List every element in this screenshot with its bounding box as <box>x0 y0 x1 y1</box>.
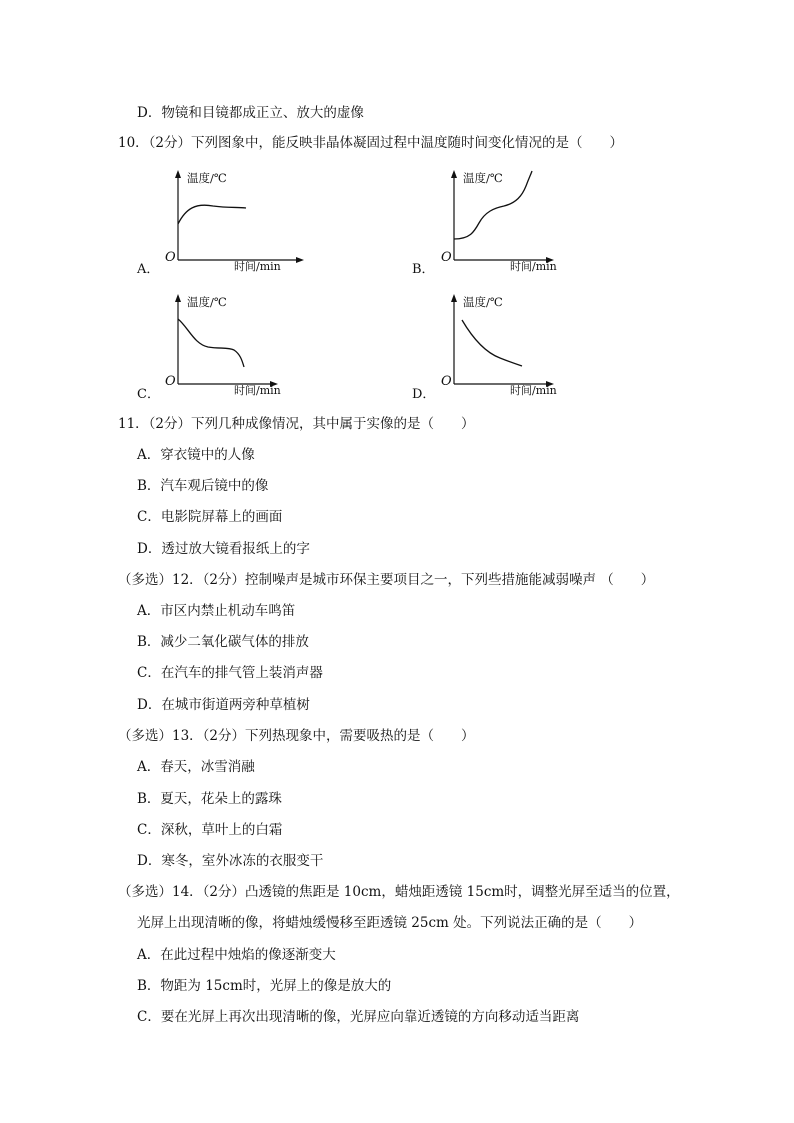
q13-option-a: A．春天，冰雪消融 <box>137 759 255 775</box>
q10-graph-b <box>441 168 584 278</box>
q10-graph-a <box>165 168 308 278</box>
q14-option-a: A．在此过程中烛焰的像逐渐变大 <box>137 947 336 963</box>
q13-stem: （多选）13．（2分）下列热现象中，需要吸热的是（ ） <box>118 728 475 744</box>
q10-option-d-letter: D． <box>412 387 436 402</box>
graph-d-ylabel: 温度/℃ <box>463 295 503 309</box>
q10-graph-c <box>165 292 308 402</box>
q12-stem: （多选）12．（2分）控制噪声是城市环保主要项目之一，下列些措施能减弱噪声 （ ） <box>118 572 655 588</box>
q10-option-c-letter: C． <box>137 387 160 402</box>
graph-d-xlabel: 时间/min <box>510 384 557 397</box>
graph-b-origin: O <box>441 250 452 265</box>
q14-option-b: B．物距为 15cm时，光屏上的像是放大的 <box>137 978 392 994</box>
q11-option-a: A．穿衣镜中的人像 <box>137 447 255 463</box>
graph-a-xlabel: 时间/min <box>234 260 281 273</box>
q11-option-c: C．电影院屏幕上的画面 <box>137 509 283 525</box>
q13-option-d: D．寒冬，室外冰冻的衣服变干 <box>137 853 324 869</box>
q13-option-c: C．深秋，草叶上的白霜 <box>137 822 283 838</box>
graph-b-xlabel: 时间/min <box>510 260 557 273</box>
graph-c-ylabel: 温度/℃ <box>187 295 227 309</box>
graph-a-curve <box>178 205 246 224</box>
q14-stem-line1: （多选）14．（2分）凸透镜的焦距是 10cm，蜡烛距透镜 15cm时，调整光屏至适当的位置， <box>118 884 680 900</box>
q9-option-d: D．物镜和目镜都成正立、放大的虚像 <box>137 105 364 121</box>
graph-c-xlabel: 时间/min <box>234 384 281 397</box>
q14-stem-line2: 光屏上出现清晰的像，将蜡烛缓慢移至距透镜 25cm 处。下列说法正确的是（ ） <box>137 915 643 931</box>
q10-option-a-letter: A． <box>137 262 160 277</box>
graph-d-origin: O <box>441 374 452 389</box>
q10-option-b-letter: B． <box>412 262 435 277</box>
q11-option-d: D．透过放大镜看报纸上的字 <box>137 541 310 557</box>
graph-d-curve <box>462 320 522 366</box>
graph-c-curve <box>178 319 244 367</box>
graph-a-ylabel: 温度/℃ <box>187 171 227 185</box>
graph-b-ylabel: 温度/℃ <box>463 171 503 185</box>
q10-stem: 10．（2分）下列图象中，能反映非晶体凝固过程中温度随时间变化情况的是（ ） <box>118 135 624 151</box>
q11-stem: 11．（2分）下列几种成像情况，其中属于实像的是（ ） <box>118 416 475 432</box>
q12-option-b: B．减少二氧化碳气体的排放 <box>137 634 309 650</box>
q12-option-d: D．在城市街道两旁种草植树 <box>137 697 310 713</box>
q13-option-b: B．夏天，花朵上的露珠 <box>137 791 282 807</box>
graph-c-origin: O <box>165 374 176 389</box>
q10-graph-d <box>441 292 584 402</box>
graph-a-origin: O <box>165 250 176 265</box>
q14-option-c: C．要在光屏上再次出现清晰的像，光屏应向靠近透镜的方向移动适当距离 <box>137 1009 580 1025</box>
q11-option-b: B．汽车观后镜中的像 <box>137 478 269 494</box>
q12-option-c: C．在汽车的排气管上装消声器 <box>137 665 323 681</box>
q12-option-a: A．市区内禁止机动车鸣笛 <box>137 603 296 619</box>
